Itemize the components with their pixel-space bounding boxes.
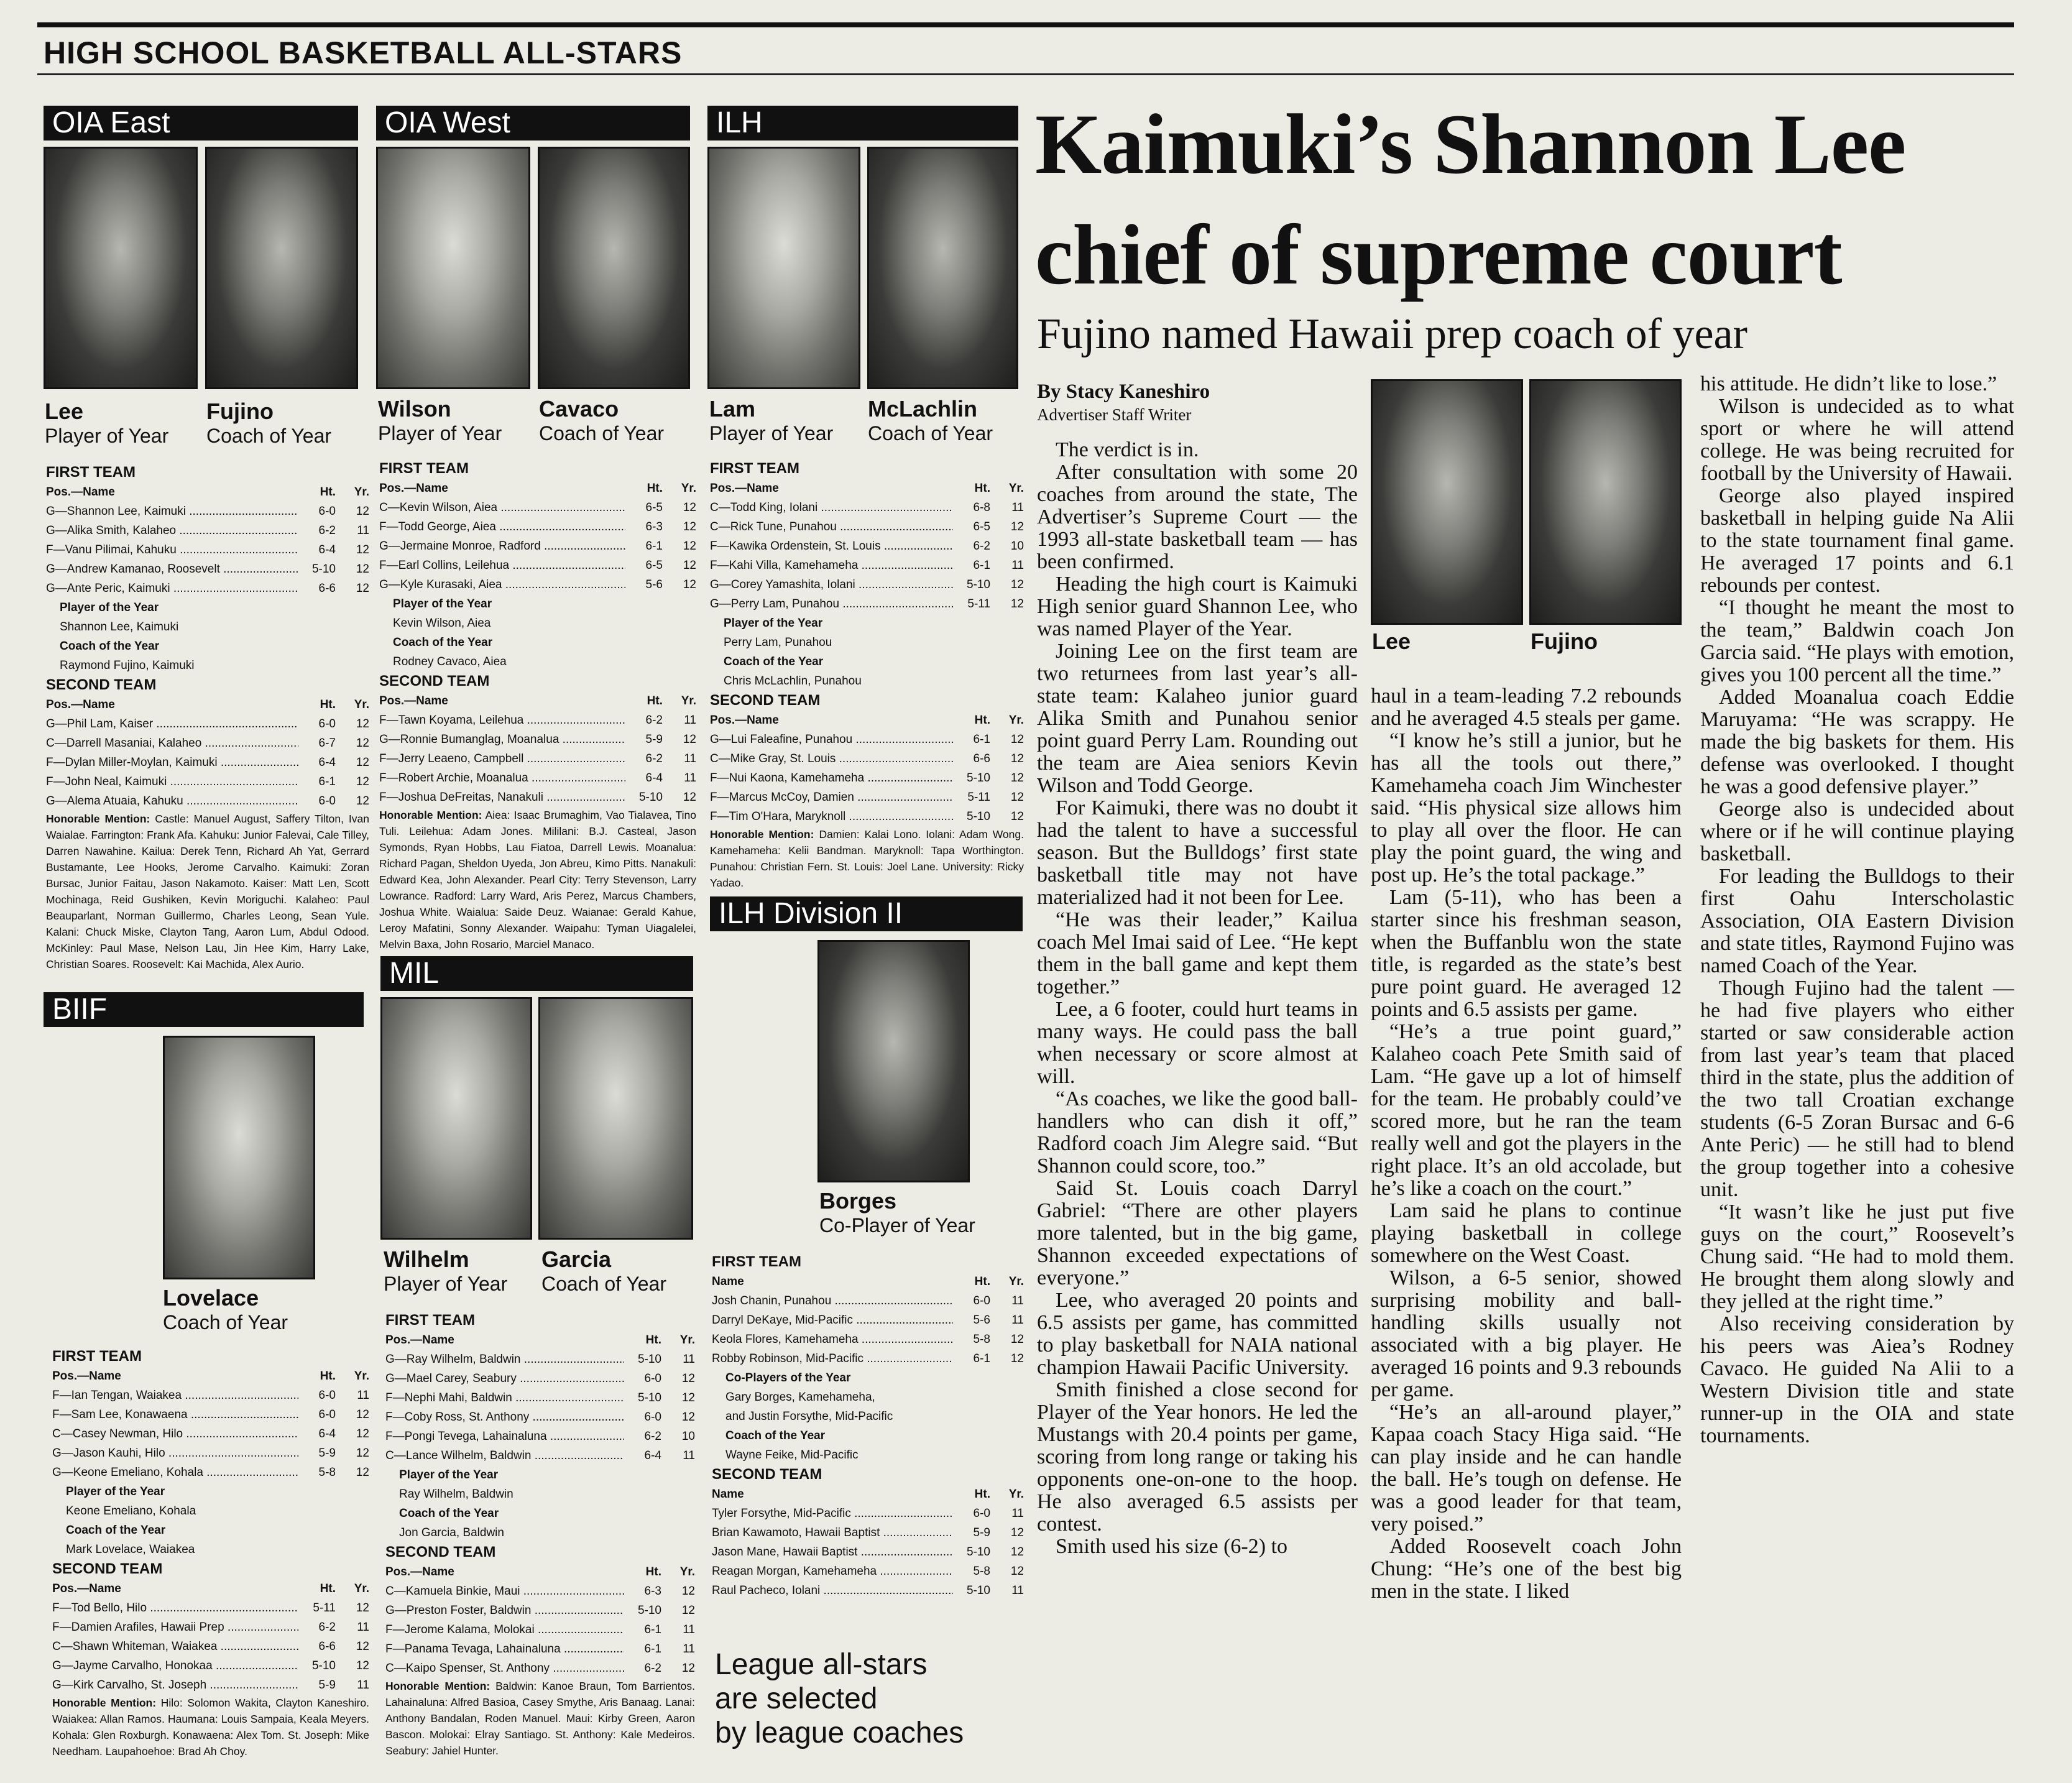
column-header: Pos.—Name Ht. Yr.	[379, 694, 696, 707]
caption-mclachlin	[868, 397, 1023, 445]
caption-lam	[709, 397, 865, 445]
roster-row: Tyler Forsythe, Mid-Pacific ..... 6-0 11	[712, 1504, 1024, 1523]
roster-row: F—Todd George, Aiea ..... 6-3 12	[379, 517, 696, 537]
column-header: Pos.—Name Ht. Yr.	[379, 482, 696, 495]
roster-row: C—Darrell Masaniai, Kalaheo ..... 6-7 12	[46, 734, 369, 753]
roster-row: G—Lui Faleafine, Punahou ..... 6-1 12	[710, 730, 1024, 749]
paragraph: George also played inspired basketball in helping guide Na Alii to the state tournament final game. He averaged 17 points and 6.1 rebounds per contest.	[1700, 484, 2014, 597]
awards: Player of the Year Ray Wilhelm, Baldwin Coach of the Year Jon Garcia, Baldwin	[399, 1468, 513, 1539]
paragraph: his attitude. He didn’t like to lose.”	[1700, 372, 1997, 395]
league-bar-ilh-division-ii: ILH Division II	[710, 896, 1023, 931]
inset-photo-fujino	[1529, 379, 1682, 625]
roster-row: F—Earl Collins, Leilehua ..... 6-5 12	[379, 556, 696, 575]
roster-row: F—Jerome Kalama, Molokai ..... 6-1 11	[385, 1620, 695, 1639]
player-photo-lam	[707, 147, 860, 389]
paragraph: For Kaimuki, there was no doubt it had the talent to have a successful season. But the Bulldogs’ first state basketball title may not have materialized had it not been for Lee.	[1037, 796, 1358, 909]
roster-row: C—Kamuela Binkie, Maui ..... 6-3 12	[385, 1582, 695, 1601]
first-team-heading: FIRST TEAM	[710, 460, 799, 477]
column-header: Pos.—Name Ht. Yr.	[385, 1334, 695, 1347]
roster-row: F—Joshua DeFreitas, Nanakuli ..... 5-10 12	[379, 788, 696, 807]
roster-row: G—Alika Smith, Kalaheo ..... 6-2 11	[46, 521, 369, 540]
coach-photo-mclachlin	[867, 147, 1018, 389]
roster-row: Josh Chanin, Punahou ..... 6-0 11	[712, 1291, 1024, 1311]
second-team-heading: SECOND TEAM	[385, 1544, 496, 1560]
second-team-heading: SECOND TEAM	[52, 1560, 163, 1577]
column-header: Name Ht. Yr.	[712, 1488, 1024, 1501]
roster-row: Keola Flores, Kamehameha ..... 5-8 12	[712, 1330, 1024, 1349]
paragraph: Joining Lee on the first team are two returnees from last year’s all-state team: Kalaheo junior guard Alika Smith and Punahou senior point guard Perry Lam. Rounding out the team are Aiea seniors Kevin Wilson and Todd George.	[1037, 640, 1358, 797]
inset-caption-lee: Lee	[1372, 629, 1411, 654]
inset-caption-fujino: Fujino	[1531, 629, 1598, 654]
roster-row: G—Jayme Carvalho, Honokaa ..... 5-10 12	[52, 1656, 369, 1675]
coach-photo-lovelace	[163, 1036, 315, 1279]
caption-cavaco	[539, 397, 694, 445]
paragraph: Lam (5-11), who has been a starter since his freshman season, when the Buffanblu won the state title, is regarded as the state’s best pure point guard. He averaged 12 points and 6.5 assists per game.	[1371, 886, 1682, 1021]
byline-block	[1037, 379, 1360, 425]
caption-lovelace	[163, 1286, 337, 1334]
roster-mil	[385, 1311, 695, 1759]
roster-row: G—Phil Lam, Kaiser ..... 6-0 12	[46, 714, 369, 734]
paragraph: Smith used his size (6-2) to	[1056, 1535, 1288, 1558]
caption-role: Player of Year	[378, 422, 502, 445]
roster-row: G—Ray Wilhelm, Baldwin ..... 5-10 11	[385, 1350, 695, 1369]
roster-row: F—Marcus McCoy, Damien ..... 5-11 12	[710, 788, 1024, 807]
paragraph: “I know he’s still a junior, but he has all the tools out there,” Kamehameha coach Jim Winchester said. “His physical size allows him to play all over the floor. He can play the point guard, the wing and post up. He’s the total package.”	[1371, 729, 1682, 887]
story-column-3	[1700, 373, 2014, 1447]
inset-photo-lee	[1371, 379, 1523, 625]
paragraph: “I thought he meant the most to the team,” Baldwin coach Jon Garcia said. “He plays with emotion, gives you 100 percent all the time.”	[1700, 596, 2014, 686]
awards: Player of the Year Kevin Wilson, Aiea Coach of the Year Rodney Cavaco, Aiea	[393, 597, 507, 668]
roster-row: Jason Mane, Hawaii Baptist ..... 5-10 12	[712, 1542, 1024, 1562]
roster-row: G—Kirk Carvalho, St. Joseph ..... 5-9 11	[52, 1675, 369, 1695]
player-photo-borges	[817, 940, 970, 1182]
player-photo-wilhelm	[380, 997, 532, 1240]
paragraph: Said St. Louis coach Darryl Gabriel: “There are other players more talented, but in the big game, Shannon exceeded expectations of everyone.”	[1037, 1177, 1358, 1289]
roster-oia-west	[379, 459, 696, 952]
second-team-heading: SECOND TEAM	[710, 692, 821, 709]
roster-row: G—Ante Peric, Kaimuki ..... 6-6 12	[46, 579, 369, 598]
roster-row: Brian Kawamoto, Hawaii Baptist ..... 5-9 12	[712, 1523, 1024, 1542]
awards: Co-Players of the Year Gary Borges, Kamehameha, and Justin Forsythe, Mid-Pacific Coach of the Year Wayne Feike, Mid-Pacific	[725, 1371, 893, 1462]
coach-photo-garcia	[538, 997, 693, 1240]
caption-role: Player of Year	[384, 1273, 508, 1295]
caption-fujino	[206, 399, 362, 448]
paragraph: “As coaches, we like the good ball-handlers who can dish it off,” Radford coach Jim Alegre said. “But Shannon could score, too.”	[1037, 1087, 1358, 1177]
roster-row: G—Corey Yamashita, Iolani ..... 5-10 12	[710, 575, 1024, 594]
roster-row: G—Alema Atuaia, Kahuku ..... 6-0 12	[46, 791, 369, 811]
caption-name: Lam	[709, 396, 756, 422]
caption-garcia	[541, 1247, 697, 1296]
roster-row: F—Robert Archie, Moanalua ..... 6-4 11	[379, 768, 696, 788]
roster-row: G—Keone Emeliano, Kohala ..... 5-8 12	[52, 1463, 369, 1482]
first-team-heading: FIRST TEAM	[379, 460, 469, 477]
roster-row: C—Shawn Whiteman, Waiakea ..... 6-6 12	[52, 1637, 369, 1656]
paragraph: Lee, a 6 footer, could hurt teams in many ways. He could pass the ball when necessary or score almost at will.	[1037, 998, 1358, 1088]
second-team-heading: SECOND TEAM	[46, 676, 157, 693]
paragraph: “He’s a true point guard,” Kalaheo coach Pete Smith said of Lam. “He gave up a lot of himself for the team. He probably could’ve scored more, but he ran the team really well and got the players in the right place. It’s an old accolade, but he’s like a coach on the court.”	[1371, 1020, 1682, 1200]
roster-row: F—Damien Arafiles, Hawaii Prep ..... 6-2 11	[52, 1618, 369, 1637]
coach-photo-cavaco	[538, 147, 690, 389]
top-rule	[37, 22, 2014, 27]
roster-ilh-division-ii	[712, 1252, 1024, 1600]
paragraph: Wilson, a 6-5 senior, showed surprising mobility and ball-handling skills usually not associated with a big player. He averaged 16 points and 9.3 rebounds per game.	[1371, 1266, 1682, 1401]
roster-row: F—John Neal, Kaimuki ..... 6-1 12	[46, 772, 369, 791]
caption-name: McLachlin	[868, 396, 978, 422]
headline-line-1: Kaimuki’s Shannon Lee	[1035, 96, 1906, 191]
caption-borges	[819, 1189, 1006, 1237]
roster-row: F—Coby Ross, St. Anthony ..... 6-0 12	[385, 1408, 695, 1427]
league-bar-mil: MIL	[380, 956, 693, 991]
league-bar-biif: BIIF	[44, 992, 364, 1027]
roster-oia-east	[46, 463, 369, 972]
caption-name: Fujino	[206, 399, 274, 424]
roster-row: G—Preston Foster, Baldwin ..... 5-10 12	[385, 1601, 695, 1620]
paragraph: For leading the Bulldogs to their first Oahu Interscholastic Association, OIA Eastern Division and state titles, Raymond Fujino was named Coach of the Year.	[1700, 865, 2014, 977]
roster-biif	[52, 1347, 369, 1759]
section-title: HIGH SCHOOL BASKETBALL ALL-STARS	[44, 35, 683, 70]
roster-row: F—Tod Bello, Hilo ..... 5-11 12	[52, 1598, 369, 1618]
second-team-heading: SECOND TEAM	[379, 673, 490, 689]
league-bar-oia-east: OIA East	[44, 106, 358, 141]
roster-row: C—Kaipo Spenser, St. Anthony ..... 6-2 12	[385, 1659, 695, 1678]
roster-row: G—Jermaine Monroe, Radford ..... 6-1 12	[379, 537, 696, 556]
caption-name: Wilhelm	[384, 1246, 469, 1272]
player-photo-wilson	[376, 147, 530, 389]
paragraph: Wilson is undecided as to what sport or where he will attend college. He was being recruited for football by the University of Hawaii.	[1700, 395, 2014, 485]
roster-row: Raul Pacheco, Iolani ..... 5-10 11	[712, 1581, 1024, 1600]
caption-role: Coach of Year	[163, 1311, 288, 1334]
caption-role: Player of Year	[709, 422, 834, 445]
caption-lee	[45, 399, 200, 448]
awards: Player of the Year Keone Emeliano, Kohala Coach of the Year Mark Lovelace, Waiakea	[66, 1485, 196, 1556]
roster-row: G—Shannon Lee, Kaimuki ..... 6-0 12	[46, 502, 369, 521]
caption-wilson	[378, 397, 533, 445]
caption-name: Garcia	[541, 1246, 612, 1272]
roster-row: F—Ian Tengan, Waiakea ..... 6-0 11	[52, 1386, 369, 1405]
awards: Player of the Year Shannon Lee, Kaimuki Coach of the Year Raymond Fujino, Kaimuki	[60, 601, 195, 672]
caption-name: Lee	[45, 399, 84, 424]
byline: By Stacy Kaneshiro	[1037, 380, 1210, 403]
roster-row: G—Andrew Kamanao, Roosevelt ..... 5-10 12	[46, 560, 369, 579]
headline-line-2: chief of supreme court	[1035, 207, 1842, 302]
league-bar-oia-west: OIA West	[376, 106, 690, 141]
league-tagline: League all-stars are selected by league coaches	[715, 1648, 964, 1749]
caption-name: Wilson	[378, 396, 451, 422]
league-bar-ilh: ILH	[707, 106, 1018, 141]
paragraph: Added Roosevelt coach John Chung: “He’s one of the best big men in the state. I liked	[1371, 1535, 1682, 1603]
caption-role: Coach of Year	[539, 422, 665, 445]
caption-role: Coach of Year	[206, 425, 332, 447]
first-team-heading: FIRST TEAM	[385, 1312, 475, 1329]
roster-row: F—Vanu Pilimai, Kahuku ..... 6-4 12	[46, 540, 369, 560]
paragraph: The verdict is in.	[1056, 438, 1199, 461]
caption-wilhelm	[384, 1247, 539, 1296]
first-team-heading: FIRST TEAM	[52, 1348, 142, 1365]
roster-row: F—Nui Kaona, Kamehameha ..... 5-10 12	[710, 768, 1024, 788]
caption-role: Coach of Year	[868, 422, 993, 445]
roster-row: F—Kahi Villa, Kamehameha ..... 6-1 11	[710, 556, 1024, 575]
roster-ilh	[710, 459, 1024, 891]
roster-row: F—Sam Lee, Konawaena ..... 6-0 12	[52, 1405, 369, 1424]
roster-row: C—Lance Wilhelm, Baldwin ..... 6-4 11	[385, 1446, 695, 1465]
caption-role: Coach of Year	[541, 1273, 667, 1295]
column-header: Pos.—Name Ht. Yr.	[710, 714, 1024, 727]
paragraph: “He was their leader,” Kailua coach Mel Imai said of Lee. “He kept them in the ball game and kept them together.”	[1037, 908, 1358, 998]
paragraph: Though Fujino had the talent — he had five players who either started or saw considerable action from last year’s team that placed third in the state, plus the addition of the two tall Croatian exchange students (6-5 Zoran Bursac and 6-6 Ante Peric) — he still had to blend the group together into a cohesive unit.	[1700, 977, 2014, 1201]
roster-row: F—Tawn Koyama, Leilehua ..... 6-2 11	[379, 711, 696, 730]
column-header: Pos.—Name Ht. Yr.	[52, 1370, 369, 1383]
byline-sub: Advertiser Staff Writer	[1037, 405, 1192, 424]
roster-row: Robby Robinson, Mid-Pacific ..... 6-1 12	[712, 1349, 1024, 1368]
roster-row: C—Kevin Wilson, Aiea ..... 6-5 12	[379, 498, 696, 517]
honorable-mention: Honorable Mention: Baldwin: Kanoe Braun, Tom Barrientos. Lahainaluna: Alfred Basioa, Casey Smythe, Aris Banaag. Lanai: Anthony Bandalan, Roden Manuel. Maui: Kirby Green, Aaron Bascon. Molokai: Elray Santiago. St. Anthony: Kale Medeiros. Seabury: Jahiel Hunter.	[385, 1680, 696, 1757]
paragraph: haul in a team-leading 7.2 rebounds and he averaged 4.5 steals per game.	[1371, 684, 1682, 730]
paragraph: Smith finished a close second for Player of the Year honors. He led the Mustangs with 20.4 points per game, scoring from long range or taking his opponents one-on-one to the hoop. He also averaged 6.5 assists per contest.	[1037, 1378, 1358, 1536]
paragraph: George also is undecided about where or if he will continue playing basketball.	[1700, 798, 2014, 865]
column-header: Pos.—Name Ht. Yr.	[46, 486, 369, 499]
roster-row: F—Tim O'Hara, Maryknoll ..... 5-10 12	[710, 807, 1024, 826]
column-header: Pos.—Name Ht. Yr.	[52, 1582, 369, 1595]
roster-row: F—Nephi Mahi, Baldwin ..... 5-10 12	[385, 1388, 695, 1408]
column-header: Pos.—Name Ht. Yr.	[710, 482, 1024, 495]
roster-row: C—Rick Tune, Punahou ..... 6-5 12	[710, 517, 1024, 537]
roster-row: G—Perry Lam, Punahou ..... 5-11 12	[710, 594, 1024, 614]
deck: Fujino named Hawaii prep coach of year	[1037, 310, 1747, 358]
roster-row: F—Jerry Leaeno, Campbell ..... 6-2 11	[379, 749, 696, 768]
roster-row: G—Mael Carey, Seabury ..... 6-0 12	[385, 1369, 695, 1388]
roster-row: F—Dylan Miller-Moylan, Kaimuki ..... 6-4 12	[46, 753, 369, 772]
honorable-mention: Honorable Mention: Castle: Manuel August, Saffery Tilton, Ivan Waialae. Farrington: Frank Afa. Kahuku: Junior Falevai, Cale Tilley, Darren Nawahine. Kailua: Derek Tenn, Richard Ah Yat, Gerrard Bustamante, Lee Hooks, Jerome Carvalho. Kaimuki: Zoran Bursac, Junior Faitau, Jason Nakamoto. Kaiser: Matt Len, Scott Mochinaga, Reid Gushiken, Kevin Moriguchi. Kalaheo: Paul Beauparlant, Norman Guillermo, Charles Leong, Sean Yule. Kalani: Chuck Miske, Clayton Tang, Aaron Lum, Abdul Odood. McKinley: Paul Mase, Nelson Lau, Jin Hee Kim, Harry Lake, Christian Soares. Roosevelt: Kai Machida, Alex Aurio.	[46, 813, 369, 970]
roster-row: Reagan Morgan, Kamehameha ..... 5-8 12	[712, 1562, 1024, 1581]
player-photo-lee	[44, 147, 198, 389]
roster-row: F—Kawika Ordenstein, St. Louis ..... 6-2 10	[710, 537, 1024, 556]
roster-row: C—Casey Newman, Hilo ..... 6-4 12	[52, 1424, 369, 1444]
paragraph: “He’s an all-around player,” Kapaa coach Stacy Higa said. “He can play inside and he can handle the ball. He’s tough on defense. He was a good leader for that team, very poised.”	[1371, 1401, 1682, 1536]
caption-role: Player of Year	[45, 425, 169, 447]
story-column-2	[1371, 685, 1682, 1603]
roster-row: G—Jason Kauhi, Hilo ..... 5-9 12	[52, 1444, 369, 1463]
awards: Player of the Year Perry Lam, Punahou Coach of the Year Chris McLachlin, Punahou	[724, 617, 862, 688]
honorable-mention: Honorable Mention: Damien: Kalai Lono. Iolani: Adam Wong. Kamehameha: Kelii Bandman. Maryknoll: Tapa Worthington. Punahou: Christian Fern. St. Louis: Joel Lane. University: Ricky Yadao.	[710, 828, 1024, 889]
first-team-heading: FIRST TEAM	[46, 464, 136, 481]
roster-row: C—Todd King, Iolani ..... 6-8 11	[710, 498, 1024, 517]
roster-row: F—Pongi Tevega, Lahainaluna ..... 6-2 10	[385, 1427, 695, 1446]
paragraph: After consultation with some 20 coaches from around the state, The Advertiser’s Supreme Court — the 1993 all-state basketball team — has been confirmed.	[1037, 461, 1358, 573]
roster-row: C—Mike Gray, St. Louis ..... 6-6 12	[710, 749, 1024, 768]
section-rule	[37, 73, 2014, 75]
column-header: Name Ht. Yr.	[712, 1275, 1024, 1288]
roster-row: F—Panama Tevaga, Lahainaluna ..... 6-1 11	[385, 1639, 695, 1659]
caption-role: Co-Player of Year	[819, 1214, 975, 1237]
caption-name: Borges	[819, 1188, 897, 1214]
story-column-1	[1037, 439, 1358, 1558]
first-team-heading: FIRST TEAM	[712, 1253, 801, 1270]
roster-row: Darryl DeKaye, Mid-Pacific ..... 5-6 11	[712, 1311, 1024, 1330]
caption-name: Lovelace	[163, 1285, 259, 1311]
paragraph: Lee, who averaged 20 points and 6.5 assists per game, has committed to play basketball for NAIA national champion Hawaii Pacific University.	[1037, 1289, 1358, 1379]
paragraph: Heading the high court is Kaimuki High senior guard Shannon Lee, who was named Player of the Year.	[1037, 573, 1358, 640]
column-header: Pos.—Name Ht. Yr.	[46, 698, 369, 711]
caption-name: Cavaco	[539, 396, 619, 422]
paragraph: Lam said he plans to continue playing basketball in college somewhere on the West Coast.	[1371, 1199, 1682, 1267]
column-header: Pos.—Name Ht. Yr.	[385, 1565, 695, 1578]
paragraph: “It wasn’t like he just put five guys on the court,” Roosevelt’s Chung said. “He had to mold them. He brought them along slowly and they jelled at the right time.”	[1700, 1200, 2014, 1313]
roster-row: G—Kyle Kurasaki, Aiea ..... 5-6 12	[379, 575, 696, 594]
paragraph: Added Moanalua coach Eddie Maruyama: “He was scrappy. He made the big baskets for them. His defense was overlooked. I thought he was a good defensive player.”	[1700, 686, 2014, 798]
roster-row: G—Ronnie Bumanglag, Moanalua ..... 5-9 12	[379, 730, 696, 749]
second-team-heading: SECOND TEAM	[712, 1466, 822, 1483]
paragraph: Also receiving consideration by his peers was Aiea’s Rodney Cavaco. He guided Na Alii to a Western Division title and state runner-up in the OIA and state tournaments.	[1700, 1312, 2014, 1447]
honorable-mention: Honorable Mention: Aiea: Isaac Brumaghim, Vao Tialavea, Tino Tuli. Leilehua: Adam Jones. Mililani: B.J. Casteal, Jason Symonds, Ryan Hobbs, Lau Fiatoa, Darrell Lewis. Moanalua: Richard Pagan, Sheldon Uyeda, Jon Abreu, Kimo Pitts. Nanakuli: Edward Kea, John Alexander. Pearl City: Terry Stevenson, Larry Lowrance. Radford: Larry Ward, Aris Perez, Marcus Chambers, Joshua White. Waialua: Saide Deuz. Waianae: Gerald Kahue, Leroy Mafatini, Sonny Alexander. Waipahu: Tyman Uiagalelei, Melvin Baxa, John Rosario, Marciel Manaco.	[379, 809, 696, 951]
coach-photo-fujino	[205, 147, 358, 389]
honorable-mention: Honorable Mention: Hilo: Solomon Wakita, Clayton Kaneshiro. Waiakea: Allan Ramos. Haumana: Louis Sampaia, Keala Meyers. Kohala: Glen Roxburgh. Konawaena: Alex Tom. St. Joseph: Mike Needham. Laupahoehoe: Brad Ah Choy.	[52, 1697, 369, 1758]
